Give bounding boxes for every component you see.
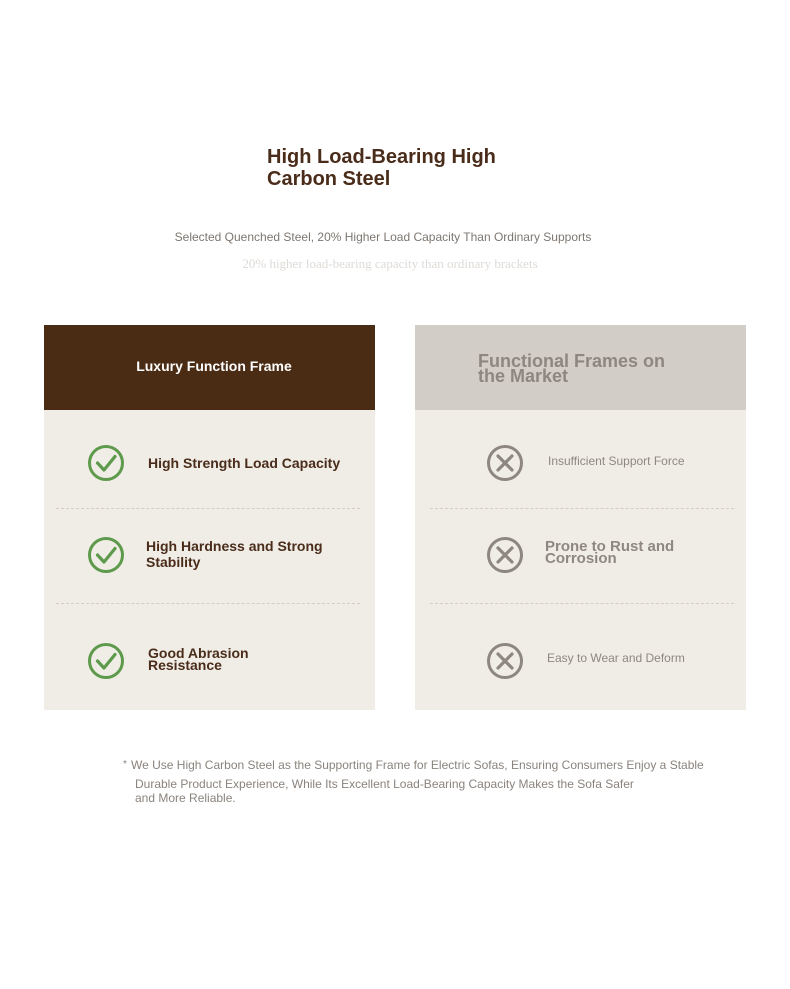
title-line-1: High Load-Bearing High [267,146,496,168]
subtitle-secondary: 20% higher load-bearing capacity than ordinary brackets [242,256,538,271]
x-circle-icon [486,536,524,574]
feature-1-line-1: High Strength Load Capacity [148,455,341,471]
luxury-card-title: Luxury Function Frame [136,358,292,374]
divider [56,603,360,604]
feature-2-line-2: Stability [146,554,201,570]
footnote-line-1: We Use High Carbon Steel as the Supporting Frame for Electric Sofas, Ensuring Consumers Enjoy a Stable [131,758,704,772]
divider [56,508,360,509]
x-circle-icon [486,642,524,680]
drawback-2-line-2: Corrosion [545,550,617,567]
check-circle-icon [87,444,125,482]
divider [430,603,734,604]
feature-2-line-1: High Hardness and Strong [146,538,323,554]
market-title-line-2: the Market [478,366,569,386]
market-title-line-1: Functional Frames on [478,351,666,371]
check-circle-icon [87,642,125,680]
divider [430,508,734,509]
drawback-text-3 [547,651,685,665]
feature-3-line-2: Resistance [148,657,222,673]
section-title [267,146,527,190]
title-line-2: Carbon Steel [267,168,391,190]
feature-text-2 [146,538,323,570]
x-circle-icon [486,444,524,482]
luxury-card-header [44,325,375,410]
luxury-frame-card [44,325,375,710]
drawback-text-2 [545,538,675,567]
footnote-line-2: Durable Product Experience, While Its Excellent Load-Bearing Capacity Makes the Sofa Safer [135,777,634,791]
feature-3-line-1: Good Abrasion [148,645,249,661]
market-frame-card [415,325,746,710]
check-circle-icon [87,536,125,574]
drawback-2-line-1: Prone to Rust and [545,538,675,555]
feature-text-3 [148,647,249,671]
feature-text-1 [148,455,340,471]
subtitle: Selected Quenched Steel, 20% Higher Load Capacity Than Ordinary Supports [174,230,592,244]
market-card-title [478,351,708,386]
drawback-3-line-1: Easy to Wear and Deform [547,651,685,665]
drawback-text-1 [548,454,685,468]
footnote-line-3: and More Reliable. [135,791,236,805]
footnote-marker: * [123,759,127,770]
drawback-1-line-1: Insufficient Support Force [548,454,685,468]
market-card-header [415,325,746,410]
